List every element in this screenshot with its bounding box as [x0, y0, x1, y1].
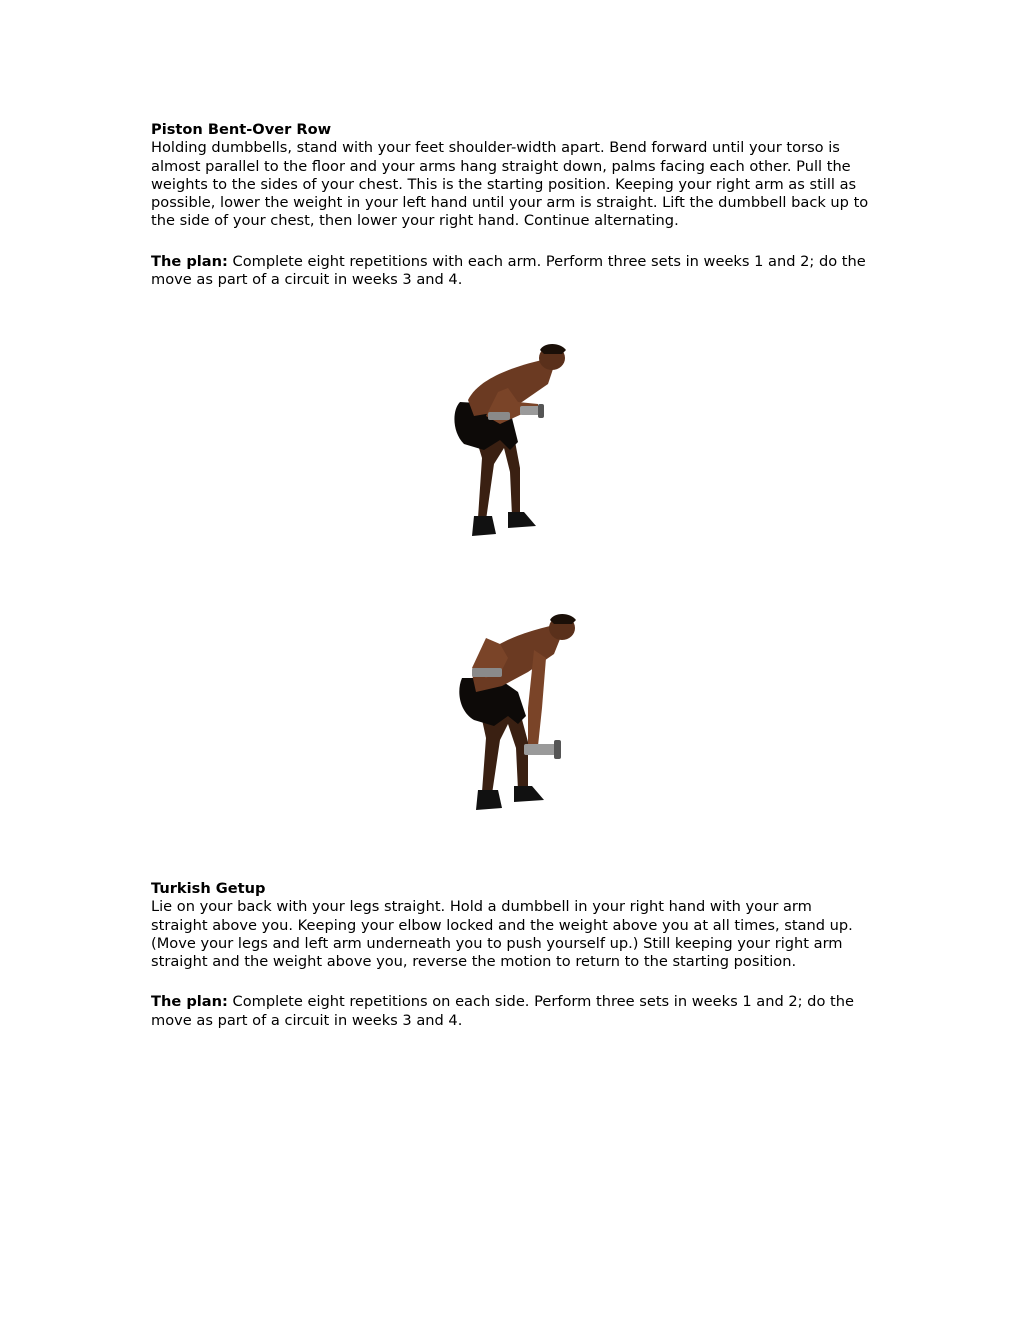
- man-bent-over-row-illustration: [438, 340, 578, 546]
- plan-label: The plan:: [151, 252, 228, 270]
- plan-text: Complete eight repetitions with each arm. Perform three sets in weeks 1 and 2; do the move as part of a circuit in weeks 3 and 4.: [151, 252, 866, 289]
- exercise-description: Holding dumbbells, stand with your feet shoulder-width apart. Bend forward until your torso is almost parallel to the floor and your arms hang straight down, palms facing each other. Pull the weights to the sides of your chest. This is the starting position. Keeping your right arm as still as possible, lower the weight in your left hand until your arm is straight. Lift the dumbbell back up to the side of your chest, then lower your right hand. Continue alternating.: [151, 139, 869, 230]
- exercise-photo-row-lowered: [446, 608, 586, 818]
- exercise-title: Turkish Getup: [151, 880, 266, 897]
- exercise-title: Piston Bent-Over Row: [151, 121, 332, 138]
- exercise-plan: [151, 993, 871, 1030]
- exercise-plan: [151, 253, 871, 290]
- plan-text: Complete eight repetitions on each side. Perform three sets in weeks 1 and 2; do the move as part of a circuit in weeks 3 and 4.: [151, 993, 854, 1029]
- man-bent-over-row-arm-lowered-illustration: [446, 608, 586, 818]
- exercise-section-turkish-getup: [151, 880, 871, 1030]
- exercise-section-piston-row: [151, 121, 871, 289]
- plan-label: The plan:: [151, 993, 228, 1011]
- exercise-description: Lie on your back with your legs straight. Hold a dumbbell in your right hand with your arm straight above you. Keeping your elbow locked and the weight above you at all times, stand up. (Move your legs and left arm underneath you to push yourself up.) Still keeping your right arm straight and the weight above you, reverse the motion to return to the starting position.: [151, 898, 853, 971]
- exercise-photo-row-start: [438, 340, 578, 546]
